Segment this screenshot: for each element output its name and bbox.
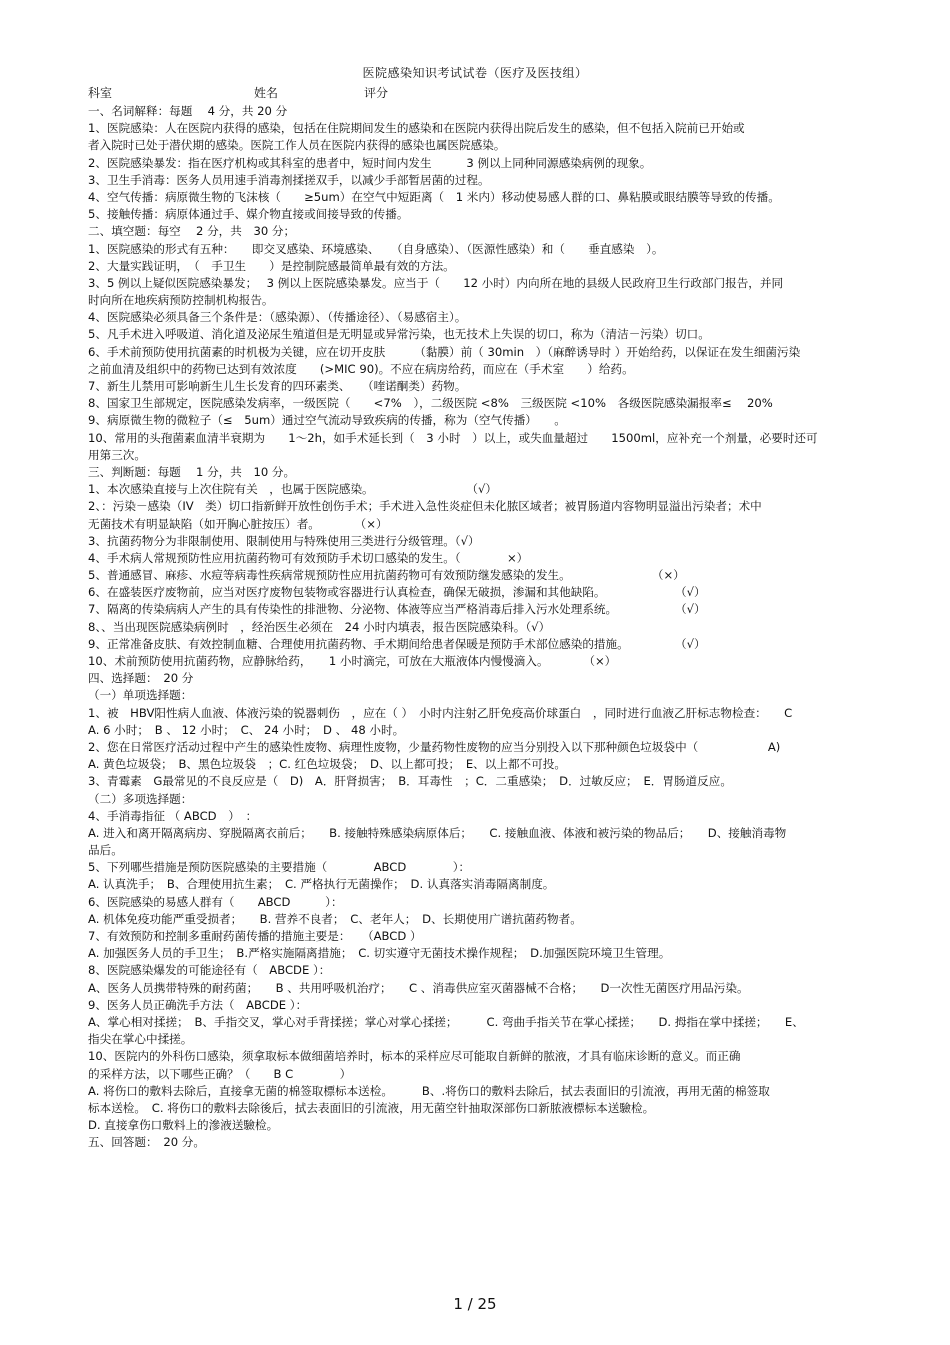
text-line: 10、常用的头孢菌素血清半衰期为 1～2h，如手术延长到（ 3 小时 ）以上，或失血量超过 1500ml，应补充一个剂量，必要时还可 — [88, 430, 818, 445]
text-line: A. 进入和离开隔离病房、穿脱隔离衣前后； B. 接触特殊感染病原体后； C. 接触血液、体液和被污染的物品后； D、接触消毒物 — [88, 825, 787, 840]
text-line: 8、国家卫生部规定，医院感染发病率，一级医院（ <7% ），二级医院 <8% 三级医院 <10% 各级医院感染漏报率≤ 20% — [88, 396, 773, 411]
text-line: 1、医院感染：人在医院内获得的感染，包括在住院期间发生的感染和在医院内获得出院后发生的感染，但不包括入院前已开始或 — [88, 121, 745, 136]
text-line: 的采样方法，以下哪些正确？（ B C ） — [88, 1066, 352, 1081]
text-line: 10、术前预防使用抗菌药物，应静脉给药， 1 小时滴完，可放在大瓶液体内慢慢滴入。 （×） — [88, 654, 617, 668]
text-line: A. 加强医务人员的手卫生； B.严格实施隔离措施； C. 切实遵守无菌技术操作规程； D.加强医院环境卫生管理。 — [88, 946, 671, 961]
text-line: 9、正常准备皮肤、有效控制血糖、合理使用抗菌药物、手术期间给患者保暖是预防手术部位感染的措施。 （√） — [88, 636, 706, 651]
score-label: 评分 — [364, 86, 389, 100]
text-line: 2、医院感染暴发：指在医疗机构或其科室的患者中，短时间内发生 3 例以上同种同源感染病例的现象。 — [88, 155, 652, 170]
text-line: 9、病原微生物的微粒子（≤ 5um）通过空气流动导致疾病的传播，称为（空气传播） 。 — [88, 413, 566, 428]
text-line: 指尖在掌心中揉搓。 — [88, 1032, 193, 1047]
text-line: 2、大量实践证明， （ 手卫生 ）是控制院感最简单最有效的方法。 — [88, 258, 455, 273]
text-line: 4、手消毒指征 （ ABCD ） ： — [88, 808, 258, 823]
page-number: 1 / 25 — [453, 1295, 497, 1313]
text-line: 3、卫生手消毒：医务人员用速手消毒剂揉搓双手，以减少手部暂居菌的过程。 — [88, 172, 490, 187]
text-line: 3、抗菌药物分为非限制使用、限制使用与特殊使用三类进行分级管理。（√） — [88, 533, 480, 548]
text-line: A. 黄色垃圾袋； B、黑色垃圾袋 ；C. 红色垃圾袋； D、以上都可投； E、以上都不可投。 — [88, 757, 566, 772]
department-label: 科室 — [88, 86, 113, 100]
text-line: 4、空气传播：病原微生物的飞沫核（ ≥5um）在空气中短距离（ 1 米内）移动使易感人群的口、鼻粘膜或眼结膜等导致的传播。 — [88, 189, 780, 204]
text-line: 8、、当出现医院感染病例时 ，经治医生必须在 24 小时内填表，报告医院感染科。（√） — [88, 619, 551, 634]
text-line: A. 认真洗手； B、合理使用抗生素； C. 严格执行无菌操作； D. 认真落实消毒隔离制度。 — [88, 877, 555, 892]
text-line: 7、新生儿禁用可影响新生儿生长发育的四环素类、 （喹诺酮类）药物。 — [88, 379, 467, 393]
text-line: （二）多项选择题： — [88, 791, 193, 806]
text-line: 用第三次。 — [88, 447, 146, 462]
text-line: 标本送检。 C. 将伤口的敷料去除後后，拭去表面旧的引流液，用无菌空针抽取深部伤口新脓液標标本送驗检。 — [88, 1100, 655, 1115]
text-line: 9、医务人员正确洗手方法（ ABCDE ）： — [88, 997, 308, 1012]
text-line: 5、凡手术进入呼吸道、消化道及泌尿生殖道但是无明显或异常污染，也无技术上失误的切口，称为（清洁－污染）切口。 — [88, 327, 710, 342]
text-line: 4、医院感染必须具备三个条件是：（感染源）、（传播途径）、（易感宿主）。 — [88, 310, 467, 325]
text-line: A. 6 小时； B 、 12 小时； C、 24 小时； D 、 48 小时。 — [88, 722, 405, 737]
text-line: 之前血清及组织中的药物已达到有效浓度 (>MIC 90)。不应在病房给药，而应在（手术室 ）给药。 — [88, 361, 634, 376]
text-line: 3、5 例以上疑似医院感染暴发； 3 例以上医院感染暴发。应当于（ 12 小时）内向所在地的县级人民政府卫生行政部门报告，并同 — [88, 275, 784, 290]
text-line: 5、下列哪些措施是预防医院感染的主要措施（ ABCD ）： — [88, 860, 471, 875]
text-line: 者入院时已处于潜伏期的感染。医院工作人员在医院内获得的感染也属医院感染。 — [88, 138, 506, 153]
text-line: 四、选择题： 20 分 — [88, 671, 194, 686]
name-label: 姓名 — [254, 86, 279, 100]
text-line: 1、本次感染直接与上次住院有关 ，也属于医院感染。 （√） — [88, 482, 497, 497]
text-line: 1、医院感染的形式有五种： 即交叉感染、环境感染、 （自身感染）、（医源性感染）和（ 垂直感染 ）。 — [88, 241, 664, 256]
text-line: 五、回答题： 20 分。 — [88, 1135, 205, 1150]
text-line: A. 将伤口的敷料去除后，直接拿无菌的棉签取標标本送检。 B、.将伤口的敷料去除后，拭去表面旧的引流液，再用无菌的棉签取 — [88, 1083, 770, 1098]
text-line: 二、填空题：每空 2 分，共 30 分； — [88, 224, 296, 239]
text-line: 无菌技术有明显缺陷（如开胸心脏按压）者。 （×） — [88, 516, 388, 531]
text-line: A、医务人员携带特殊的耐药菌； B 、共用呼吸机治疗； C 、消毒供应室灭菌器械不合格； D一次性无菌医疗用品污染。 — [88, 980, 749, 995]
text-line: 时向所在地疾病预防控制机构报告。 — [88, 293, 274, 308]
text-line: 10、医院内的外科伤口感染，须拿取标本做细菌培养时，标本的采样应尽可能取自新鲜的脓液，才具有临床诊断的意义。而正确 — [88, 1049, 741, 1064]
document-title: 医院感染知识考试试卷（医疗及医技组） — [362, 66, 588, 80]
text-line: D. 直接拿伤口敷料上的滲液送驗检。 — [88, 1118, 279, 1133]
text-line: （一）单项选择题： — [88, 688, 193, 703]
text-line: 2、您在日常医疗活动过程中产生的感染性废物、病理性废物，少量药物性废物的应当分别投入以下那种颜色垃圾袋中（ A) — [88, 739, 781, 754]
text-line: 3、青霉素 G最常见的不良反应是（ D) A．肝肾损害； B．耳毒性 ；C．二重感染； D．过敏反应； E．胃肠道反应。 — [88, 774, 732, 789]
text-line: 6、医院感染的易感人群有（ ABCD ）： — [88, 894, 343, 909]
text-line: 6、手术前预防使用抗菌素的时机极为关键，应在切开皮肤 （黏膜）前（ 30min ）（麻醉诱导时 ）开始给药，以保证在发生细菌污染 — [88, 344, 801, 359]
text-line: 5、接触传播：病原体通过手、媒介物直接或间接导致的传播。 — [88, 207, 409, 222]
text-line: 2、：污染－感染（IV 类）切口指新鲜开放性创伤手术；手术进入急性炎症但未化脓区域者；被胃肠道内容物明显溢出污染者；术中 — [88, 499, 762, 514]
exam-content — [88, 103, 906, 1151]
text-line: 7、有效预防和控制多重耐药菌传播的措施主要是： （ABCD ） — [88, 929, 422, 943]
text-line: 5、普通感冒、麻疹、水痘等病毒性疾病常规预防性应用抗菌药物可有效预防继发感染的发生。 （×） — [88, 568, 685, 583]
text-line: 一、名词解释：每题 4 分，共 20 分 — [88, 104, 288, 118]
text-line: 1、被 HBV阳性病人血液、体液污染的锐器刺伤 ，应在（ ） 小时内注射乙肝免疫高价球蛋白 ，同时进行血液乙肝标志物检查： C — [88, 705, 793, 720]
text-line: A. 机体免疫功能严重受损者； B. 营养不良者； C、老年人； D、长期使用广谱抗菌药物者。 — [88, 911, 582, 926]
text-line: 7、隔离的传染病病人产生的具有传染性的排泄物、分泌物、体液等应当严格消毒后排入污水处理系统。 （√） — [88, 602, 706, 617]
text-line: 品后。 — [88, 843, 123, 858]
text-line: A、掌心相对揉搓； B、手指交叉，掌心对手背揉搓；掌心对掌心揉搓； C. 弯曲手指关节在掌心揉搓； D. 拇指在掌中揉搓； E、 — [88, 1014, 804, 1029]
text-line: 6、在盛装医疗废物前，应当对医疗废物包装物或容器进行认真检查，确保无破损，渗漏和其他缺陷。 （√） — [88, 585, 706, 600]
text-line: 4、手术病人常规预防性应用抗菌药物可有效预防手术切口感染的发生。（ ×） — [88, 550, 529, 565]
text-line: 8、医院感染爆发的可能途径有（ ABCDE ）： — [88, 963, 331, 978]
text-line: 三、判断题：每题 1 分，共 10 分。 — [88, 464, 296, 479]
